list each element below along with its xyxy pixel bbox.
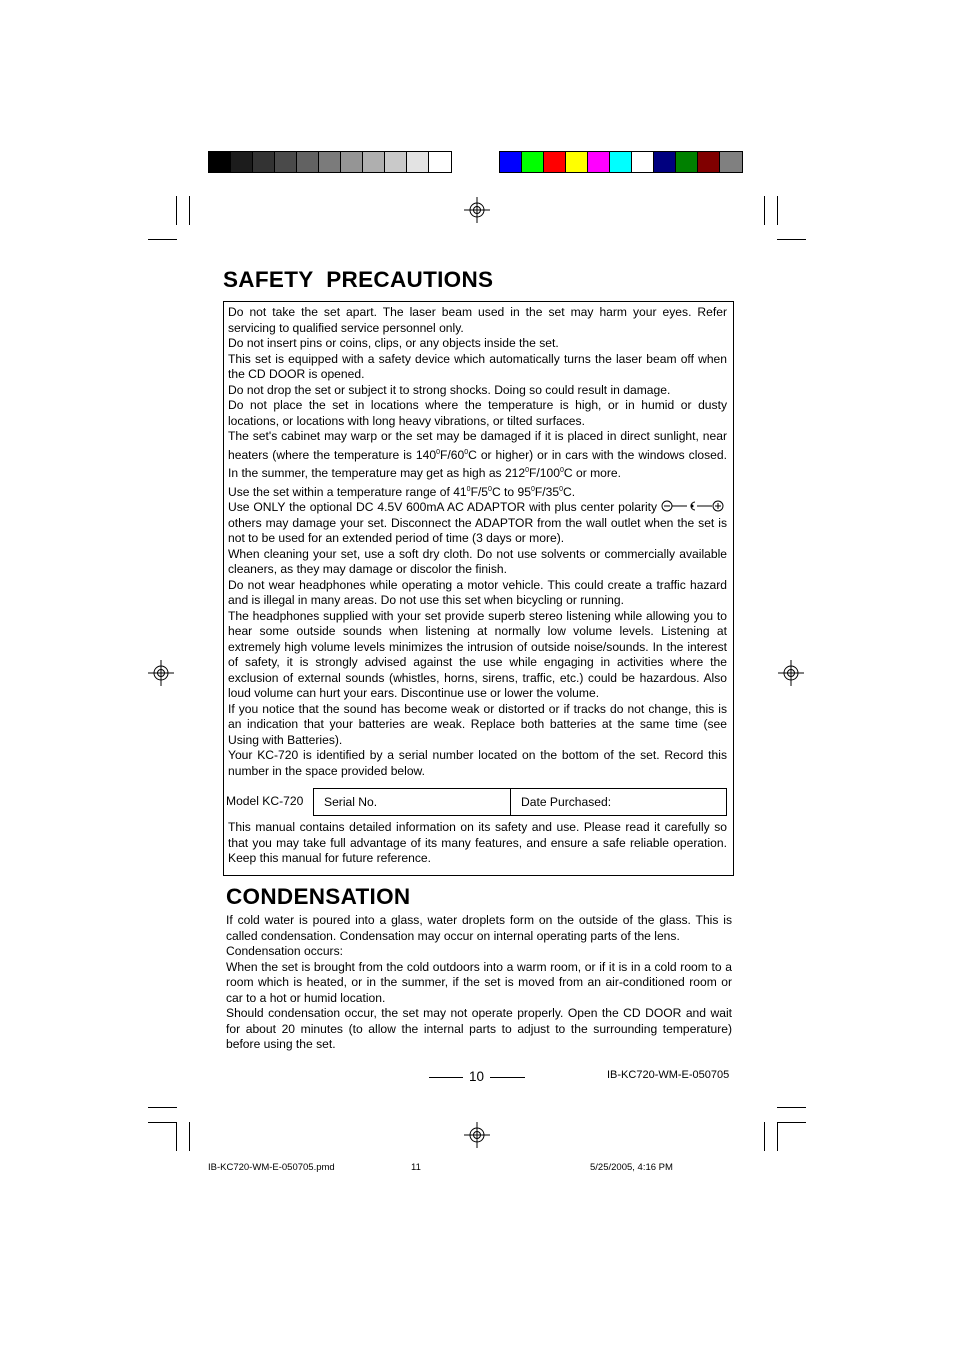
model-label: Model KC-720 [226,794,304,808]
color-swatch [500,152,522,172]
crop-mark [189,196,190,225]
condensation-body [226,913,732,1053]
color-swatch [341,152,363,172]
color-swatch [544,152,566,172]
color-swatch [610,152,632,172]
crop-mark [777,1122,778,1151]
registration-mark-icon [778,660,804,686]
safety-paragraphs [228,305,727,779]
date-purchased-field: Date Purchased: [510,788,727,816]
crop-mark [148,239,177,240]
color-swatch [676,152,698,172]
condensation-paragraph: Should condensation occur, the set may not operate properly. Open the CD DOOR and wait for about 20 minutes (to allow the internal parts to adjust to the surrounding temperature) before using the set. [226,1006,732,1051]
color-swatch [632,152,654,172]
safety-paragraph: This set is equipped with a safety device which automatically turns the laser beam off when the CD DOOR is opened. [228,351,727,381]
crop-mark [148,1107,177,1108]
crop-mark [777,196,778,225]
color-swatch [522,152,544,172]
color-swatch [297,152,319,172]
safety-paragraph-temperature: The set's cabinet may warp or the set may be damaged if it is placed in direct sunlight, near heaters (where the temperature is $140^0F/60^0C$ or higher) or in cars with the windows closed. In the summer, the temperature may get as high as $212^0F/100^0C$ or more. [228,429,727,481]
page-number-rule [429,1077,463,1078]
timestamp: 5/25/2005, 4:16 PM [590,1162,673,1173]
condensation-title: CONDENSATION [226,884,411,909]
condensation-paragraph: If cold water is poured into a glass, water droplets form on the outside of the glass. This is called condensation. Condensation may occur on internal operating parts of the lens. [226,913,732,943]
crop-mark [777,239,806,240]
crop-mark [764,196,765,225]
color-swatch [566,152,588,172]
condensation-paragraph: When the set is brought from the cold outdoors into a warm room, or if it is in a cold room to a room which is heated, or in the summer, if the set is moved from an air-conditioned room or car to a hot or humid location. [226,959,732,1005]
condensation-paragraph: Condensation occurs: [226,944,343,958]
safety-paragraph: If you notice that the sound has become weak or distorted or if tracks do not change, this is an indication that your batteries are weak. Replace both batteries at the same time (see Using with Batteries). [228,701,727,747]
page-number-rule [490,1077,525,1078]
safety-paragraph: When cleaning your set, use a soft dry cloth. Do not use solvents or commercially available cleaners, as they may damage or discolor the finish. [228,546,727,577]
serial-number-field: Serial No. [313,788,511,816]
color-swatch [231,152,253,172]
grayscale-bar [208,151,452,173]
color-swatch [209,152,231,172]
crop-mark [176,1122,177,1151]
safety-paragraph: Do not take the set apart. The laser beam used in the set may harm your eyes. Refer servicing to qualified service personnel only. [228,305,727,335]
safety-paragraph: Do not insert pins or coins, clips, or any objects inside the set. [228,336,559,350]
polarity-symbol-icon [661,500,727,512]
safety-paragraph: Do not place the set in locations where the temperature is high, or in humid or dusty locations, or locations with long heavy vibrations, or tilted surfaces. [228,398,727,428]
file-name: IB-KC720-WM-E-050705.pmd [208,1162,335,1173]
registration-mark-icon [464,1122,490,1148]
color-swatch [363,152,385,172]
document-code: IB-KC720-WM-E-050705 [607,1069,730,1081]
crop-mark [189,1122,190,1151]
color-swatch [407,152,429,172]
color-bar [499,151,743,173]
safety-paragraph-adaptor: Use ONLY the optional DC 4.5V 600mA AC ADAPTOR with plus center polarity others may damage your set. Disconnect the ADAPTOR from the wall outlet when the set is not to be used for an extended period of time (3 days or more). [228,500,727,546]
closing-note: This manual contains detailed information on its safety and use. Please read it carefully so that you may take full advantage of its many features, and ensure a safe reliable operation. Keep this manual for future reference. [228,820,727,865]
color-swatch [588,152,610,172]
registration-mark-icon [148,660,174,686]
crop-mark [176,196,177,225]
safety-paragraph: The headphones supplied with your set provide superb stereo listening while allowing you to hear some outside sounds when listening at normally low volume levels. Listening at extremely high volume levels minimizes the intrusion of outside noise/sounds. In the interest of safety, it is strongly advised against the use while engaging in activities where the exclusion of external sounds (whistles, horns, sirens, traffic, etc.) could be hazardous. Also loud volume can hurt your ears. Discontinue use or lower the volume. [228,608,727,701]
crop-mark [777,1107,806,1108]
color-swatch [720,152,742,172]
safety-title: SAFETY PRECAUTIONS [223,267,494,292]
safety-paragraph-range: Use the set within a temperature range of $41^0F/5^0C$ to $95^0F/35^0C$. [228,484,576,499]
color-swatch [253,152,275,172]
crop-mark [764,1122,765,1151]
safety-paragraph: Do not drop the set or subject it to strong shocks. Doing so could result in damage. [228,382,671,397]
safety-paragraph: Your KC-720 is identified by a serial number located on the bottom of the set. Record this number in the space provided below. [228,748,727,778]
registration-mark-icon [464,197,490,223]
color-swatch [319,152,341,172]
sheet-number: 11 [411,1162,421,1173]
color-swatch [385,152,407,172]
page-number: 10 [469,1069,485,1084]
record-table [224,788,732,816]
color-swatch [275,152,297,172]
color-swatch [654,152,676,172]
safety-box [223,301,734,876]
color-swatch [429,152,451,172]
crop-mark [777,1122,806,1123]
color-swatch [698,152,720,172]
crop-mark [148,1122,177,1123]
safety-paragraph: Do not wear headphones while operating a motor vehicle. This could create a traffic hazard and is illegal in many areas. Do not use this set when bicycling or running. [228,577,727,608]
